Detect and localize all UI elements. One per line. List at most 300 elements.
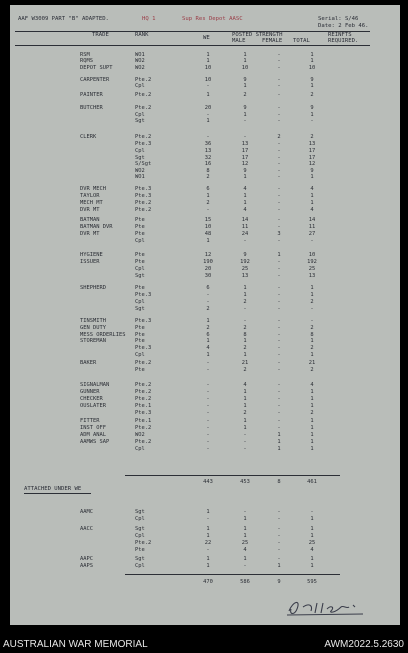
hq-label: HQ 1 xyxy=(142,16,156,22)
grand-total-we: 470 xyxy=(203,579,213,585)
trade-cell: AAMC xyxy=(80,509,93,515)
footer-accession-number: AWM2022.5.2630 xyxy=(324,639,404,650)
female-cell: - xyxy=(277,396,281,402)
female-cell: - xyxy=(277,259,281,265)
male-cell: 9 xyxy=(243,77,247,83)
total-cell: 1 xyxy=(310,563,314,569)
we-cell: 1 xyxy=(206,533,210,539)
we-cell: 1 xyxy=(206,118,210,124)
we-cell: - xyxy=(206,403,210,409)
total-cell: - xyxy=(310,118,314,124)
table-row xyxy=(10,425,400,431)
rank-cell: Pte.3 xyxy=(135,292,152,298)
male-cell: - xyxy=(243,446,247,452)
attached-heading-underline xyxy=(24,493,91,494)
male-cell: 14 xyxy=(241,217,249,223)
male-cell: 9 xyxy=(243,105,247,111)
rank-cell: Pte xyxy=(135,217,145,223)
signature-image xyxy=(283,595,373,619)
table-row xyxy=(10,231,400,237)
table-row xyxy=(10,299,400,305)
table-row xyxy=(10,367,400,373)
total-cell: 1 xyxy=(310,285,314,291)
rank-cell: Cpl xyxy=(135,352,145,358)
female-cell: - xyxy=(277,168,281,174)
female-cell: - xyxy=(277,285,281,291)
female-cell: - xyxy=(277,118,281,124)
rank-cell: Cpl xyxy=(135,563,145,569)
total-cell: 2 xyxy=(310,325,314,331)
serial-number: Serial: S/46 xyxy=(318,16,359,22)
subtotal-we: 443 xyxy=(203,479,213,485)
we-cell: - xyxy=(206,547,210,553)
we-cell: 1 xyxy=(206,509,210,515)
total-cell: 1 xyxy=(310,432,314,438)
we-cell: 15 xyxy=(204,217,212,223)
total-cell: 25 xyxy=(308,540,316,546)
table-row xyxy=(10,345,400,351)
rank-cell: Pte.1 xyxy=(135,418,152,424)
male-cell: 17 xyxy=(241,155,249,161)
table-row xyxy=(10,118,400,124)
rank-cell: Pte xyxy=(135,259,145,265)
total-cell: 13 xyxy=(308,273,316,279)
male-cell: 25 xyxy=(241,266,249,272)
total-cell: 1 xyxy=(310,439,314,445)
rank-cell: Sgt xyxy=(135,273,145,279)
rank-cell: Pte.2 xyxy=(135,540,152,546)
we-cell: 2 xyxy=(206,200,210,206)
total-cell: - xyxy=(310,318,314,324)
total-cell: 1 xyxy=(310,58,314,64)
total-cell: 1 xyxy=(310,352,314,358)
male-cell: 17 xyxy=(241,148,249,154)
total-cell: - xyxy=(310,509,314,515)
male-cell: 1 xyxy=(243,174,247,180)
female-cell: - xyxy=(277,292,281,298)
total-cell: 1 xyxy=(310,112,314,118)
rank-cell: Cpl xyxy=(135,516,145,522)
trade-cell: AAPS xyxy=(80,563,93,569)
female-cell: - xyxy=(277,403,281,409)
female-cell: - xyxy=(277,389,281,395)
trade-cell: TAYLOR xyxy=(80,193,100,199)
header-rule-bottom xyxy=(15,45,370,46)
column-header-reinforcements: REINFTS xyxy=(328,32,352,38)
female-cell: - xyxy=(277,273,281,279)
female-cell: - xyxy=(277,516,281,522)
female-cell: - xyxy=(277,155,281,161)
total-cell: 192 xyxy=(307,259,317,265)
male-cell: - xyxy=(243,563,247,569)
we-cell: 10 xyxy=(204,65,212,71)
rank-cell: Pte xyxy=(135,252,145,258)
we-cell: 13 xyxy=(204,148,212,154)
total-cell: 1 xyxy=(310,533,314,539)
male-cell: 13 xyxy=(241,141,249,147)
trade-cell: OUSLATER xyxy=(80,403,106,409)
total-cell: 1 xyxy=(310,418,314,424)
table-row xyxy=(10,238,400,244)
we-cell: 20 xyxy=(204,105,212,111)
total-cell: 1 xyxy=(310,425,314,431)
total-cell: 4 xyxy=(310,207,314,213)
table-row xyxy=(10,186,400,192)
total-cell: 9 xyxy=(310,105,314,111)
male-cell: 192 xyxy=(240,259,250,265)
female-cell: - xyxy=(277,556,281,562)
document-sheet xyxy=(10,5,400,625)
total-cell: 1 xyxy=(310,292,314,298)
table-row xyxy=(10,382,400,388)
unit-name: Sup Res Depot AASC xyxy=(182,16,243,22)
female-cell: 3 xyxy=(277,231,281,237)
male-cell: 1 xyxy=(243,418,247,424)
male-cell: 2 xyxy=(243,410,247,416)
table-row xyxy=(10,352,400,358)
we-cell: 4 xyxy=(206,345,210,351)
we-cell: 2 xyxy=(206,325,210,331)
we-cell: 20 xyxy=(204,266,212,272)
attached-row xyxy=(10,526,400,532)
female-cell: - xyxy=(277,207,281,213)
attached-row xyxy=(10,563,400,569)
rank-cell: Pte xyxy=(135,332,145,338)
rank-cell: Pte.2 xyxy=(135,92,152,98)
trade-cell: ISSUER xyxy=(80,259,100,265)
trade-cell: AACC xyxy=(80,526,93,532)
we-cell: 2 xyxy=(206,306,210,312)
trade-cell: CHECKER xyxy=(80,396,103,402)
table-row xyxy=(10,105,400,111)
total-cell: 27 xyxy=(308,231,316,237)
table-row xyxy=(10,285,400,291)
table-row xyxy=(10,396,400,402)
footer-archive-name: AUSTRALIAN WAR MEMORIAL xyxy=(3,639,148,650)
rank-cell: WO2 xyxy=(135,65,145,71)
attached-heading: ATTACHED UNDER WE xyxy=(24,486,82,492)
table-row xyxy=(10,318,400,324)
rank-cell: WO2 xyxy=(135,58,145,64)
male-cell: 11 xyxy=(241,224,249,230)
rank-cell: Cpl xyxy=(135,238,145,244)
attached-row xyxy=(10,509,400,515)
male-cell: 2 xyxy=(243,345,247,351)
we-cell: 6 xyxy=(206,285,210,291)
female-cell: - xyxy=(277,266,281,272)
column-header-male: MALE xyxy=(232,38,246,44)
male-cell: 21 xyxy=(241,360,249,366)
female-cell: - xyxy=(277,382,281,388)
total-cell: 1 xyxy=(310,200,314,206)
we-cell: 12 xyxy=(204,252,212,258)
rank-cell: Pte xyxy=(135,224,145,230)
total-cell: 17 xyxy=(308,148,316,154)
trade-cell: RSM xyxy=(80,52,90,58)
total-cell: 1 xyxy=(310,446,314,452)
trade-cell: BATMAN DVR xyxy=(80,224,113,230)
table-row xyxy=(10,252,400,258)
female-cell: - xyxy=(277,360,281,366)
table-row xyxy=(10,65,400,71)
male-cell: 9 xyxy=(243,168,247,174)
we-cell: 190 xyxy=(203,259,213,265)
rank-cell: WO1 xyxy=(135,174,145,180)
header-rule-top xyxy=(15,31,370,32)
trade-cell: HYGIENE xyxy=(80,252,103,258)
we-cell: 32 xyxy=(204,155,212,161)
male-cell: 1 xyxy=(243,403,247,409)
total-cell: 1 xyxy=(310,403,314,409)
male-cell: 2 xyxy=(243,299,247,305)
rank-cell: Sgt xyxy=(135,118,145,124)
male-cell: 1 xyxy=(243,83,247,89)
rank-cell: Pte.2 xyxy=(135,389,152,395)
total-cell: 2 xyxy=(310,134,314,140)
table-row xyxy=(10,439,400,445)
table-row xyxy=(10,193,400,199)
table-row xyxy=(10,58,400,64)
total-cell: 1 xyxy=(310,338,314,344)
female-cell: - xyxy=(277,92,281,98)
male-cell: 1 xyxy=(243,526,247,532)
we-cell: 1 xyxy=(206,193,210,199)
rank-cell: Sgt xyxy=(135,155,145,161)
we-cell: 1 xyxy=(206,58,210,64)
we-cell: 22 xyxy=(204,540,212,546)
female-cell: - xyxy=(277,533,281,539)
male-cell: 4 xyxy=(243,207,247,213)
total-cell: 13 xyxy=(308,141,316,147)
rank-cell: Sgt xyxy=(135,556,145,562)
rank-cell: Pte.2 xyxy=(135,425,152,431)
we-cell: - xyxy=(206,516,210,522)
we-cell: - xyxy=(206,360,210,366)
rank-cell: Pte.3 xyxy=(135,318,152,324)
total-cell: 1 xyxy=(310,83,314,89)
we-cell: - xyxy=(206,292,210,298)
female-cell: - xyxy=(277,410,281,416)
table-row xyxy=(10,217,400,223)
male-cell: - xyxy=(243,509,247,515)
rank-cell: Pte.3 xyxy=(135,193,152,199)
rank-cell: Sgt xyxy=(135,526,145,532)
table-row xyxy=(10,266,400,272)
we-cell: - xyxy=(206,382,210,388)
total-cell: 1 xyxy=(310,556,314,562)
grand-total-row xyxy=(10,579,400,585)
we-cell: 1 xyxy=(206,556,210,562)
male-cell: 10 xyxy=(241,65,249,71)
we-cell: 1 xyxy=(206,352,210,358)
male-cell: 4 xyxy=(243,382,247,388)
rank-cell: Pte xyxy=(135,367,145,373)
we-cell: 6 xyxy=(206,186,210,192)
trade-cell: DVR MECH xyxy=(80,186,106,192)
table-row xyxy=(10,224,400,230)
male-cell: - xyxy=(243,318,247,324)
table-row xyxy=(10,432,400,438)
grand-total-male: 586 xyxy=(240,579,250,585)
rank-cell: Sgt xyxy=(135,306,145,312)
rank-cell: Cpl xyxy=(135,266,145,272)
rank-cell: Pte xyxy=(135,338,145,344)
attached-row xyxy=(10,540,400,546)
male-cell: 1 xyxy=(243,285,247,291)
female-cell: - xyxy=(277,65,281,71)
female-cell: - xyxy=(277,540,281,546)
female-cell: - xyxy=(277,306,281,312)
female-cell: - xyxy=(277,200,281,206)
table-row xyxy=(10,338,400,344)
subtotal-rule xyxy=(125,475,340,476)
female-cell: - xyxy=(277,318,281,324)
we-cell: 1 xyxy=(206,318,210,324)
trade-cell: DVR MT xyxy=(80,231,100,237)
attached-row xyxy=(10,516,400,522)
we-cell: - xyxy=(206,389,210,395)
we-cell: - xyxy=(206,112,210,118)
female-cell: 1 xyxy=(277,432,281,438)
total-cell: - xyxy=(310,238,314,244)
rank-cell: Pte.2 xyxy=(135,382,152,388)
female-cell: - xyxy=(277,418,281,424)
table-row xyxy=(10,360,400,366)
male-cell: 1 xyxy=(243,292,247,298)
male-cell: 1 xyxy=(243,516,247,522)
rank-cell: Pte xyxy=(135,285,145,291)
total-cell: 10 xyxy=(308,65,316,71)
female-cell: - xyxy=(277,325,281,331)
table-row xyxy=(10,92,400,98)
trade-cell: DVR MT xyxy=(80,207,100,213)
female-cell: - xyxy=(277,58,281,64)
trade-cell: STOREMAN xyxy=(80,338,106,344)
male-cell: 1 xyxy=(243,338,247,344)
female-cell: - xyxy=(277,224,281,230)
column-header-female: FEMALE xyxy=(262,38,283,44)
we-cell: - xyxy=(206,432,210,438)
table-row xyxy=(10,134,400,140)
total-cell: 1 xyxy=(310,174,314,180)
column-header-rank: RANK xyxy=(135,32,149,38)
female-cell: - xyxy=(277,509,281,515)
male-cell: - xyxy=(243,432,247,438)
male-cell: 1 xyxy=(243,200,247,206)
we-cell: 10 xyxy=(204,224,212,230)
subtotal-row xyxy=(10,479,400,485)
trade-cell: ADM ANAL xyxy=(80,432,106,438)
total-cell: 21 xyxy=(308,360,316,366)
trade-cell: CARPENTER xyxy=(80,77,110,83)
male-cell: 2 xyxy=(243,92,247,98)
we-cell: - xyxy=(206,446,210,452)
total-cell: 2 xyxy=(310,367,314,373)
male-cell: 1 xyxy=(243,112,247,118)
trade-cell: SIGNALMAN xyxy=(80,382,110,388)
we-cell: - xyxy=(206,299,210,305)
female-cell: 1 xyxy=(277,252,281,258)
total-cell: 25 xyxy=(308,266,316,272)
total-cell: 14 xyxy=(308,217,316,223)
male-cell: 2 xyxy=(243,367,247,373)
rank-cell: Pte.2 xyxy=(135,105,152,111)
total-cell: 2 xyxy=(310,410,314,416)
female-cell: - xyxy=(277,174,281,180)
we-cell: 8 xyxy=(206,168,210,174)
table-row xyxy=(10,83,400,89)
male-cell: 1 xyxy=(243,556,247,562)
we-cell: - xyxy=(206,134,210,140)
trade-cell: SHEPHERD xyxy=(80,285,106,291)
total-cell: 8 xyxy=(310,332,314,338)
total-cell: 1 xyxy=(310,396,314,402)
table-row xyxy=(10,410,400,416)
column-header-posted-strength: POSTED STRENGTH xyxy=(232,32,283,38)
female-cell: - xyxy=(277,526,281,532)
trade-cell: INST OFF xyxy=(80,425,106,431)
female-cell: - xyxy=(277,299,281,305)
female-cell: - xyxy=(277,345,281,351)
table-row xyxy=(10,141,400,147)
rank-cell: Pte xyxy=(135,547,145,553)
female-cell: 1 xyxy=(277,439,281,445)
trade-cell: GEN DUTY xyxy=(80,325,106,331)
we-cell: 2 xyxy=(206,174,210,180)
female-cell: 2 xyxy=(277,134,281,140)
female-cell: - xyxy=(277,367,281,373)
male-cell: 13 xyxy=(241,273,249,279)
male-cell: 1 xyxy=(243,425,247,431)
male-cell: 1 xyxy=(243,58,247,64)
male-cell: - xyxy=(243,439,247,445)
total-cell: 11 xyxy=(308,224,316,230)
rank-cell: Pte.2 xyxy=(135,134,152,140)
subtotal-total: 461 xyxy=(307,479,317,485)
we-cell: 1 xyxy=(206,238,210,244)
total-cell: 9 xyxy=(310,168,314,174)
rank-cell: Pte.3 xyxy=(135,186,152,192)
male-cell: 2 xyxy=(243,325,247,331)
table-row xyxy=(10,259,400,265)
total-cell: 2 xyxy=(310,299,314,305)
rank-cell: Cpl xyxy=(135,533,145,539)
column-header-total: TOTAL xyxy=(293,38,310,44)
rank-cell: Pte.3 xyxy=(135,410,152,416)
rank-cell: Cpl xyxy=(135,299,145,305)
female-cell: - xyxy=(277,338,281,344)
rank-cell: Pte.3 xyxy=(135,141,152,147)
male-cell: 8 xyxy=(243,332,247,338)
rank-cell: Cpl xyxy=(135,83,145,89)
table-row xyxy=(10,273,400,279)
male-cell: - xyxy=(243,306,247,312)
female-cell: - xyxy=(277,238,281,244)
male-cell: 1 xyxy=(243,193,247,199)
total-cell: 1 xyxy=(310,389,314,395)
rank-cell: Pte.1 xyxy=(135,403,152,409)
rank-cell: Pte xyxy=(135,231,145,237)
rank-cell: Pte.2 xyxy=(135,439,152,445)
we-cell: 1 xyxy=(206,563,210,569)
male-cell: - xyxy=(243,238,247,244)
we-cell: 48 xyxy=(204,231,212,237)
trade-cell: BUTCHER xyxy=(80,105,103,111)
female-cell: 1 xyxy=(277,563,281,569)
table-row xyxy=(10,325,400,331)
subtotal-male: 453 xyxy=(240,479,250,485)
female-cell: - xyxy=(277,332,281,338)
